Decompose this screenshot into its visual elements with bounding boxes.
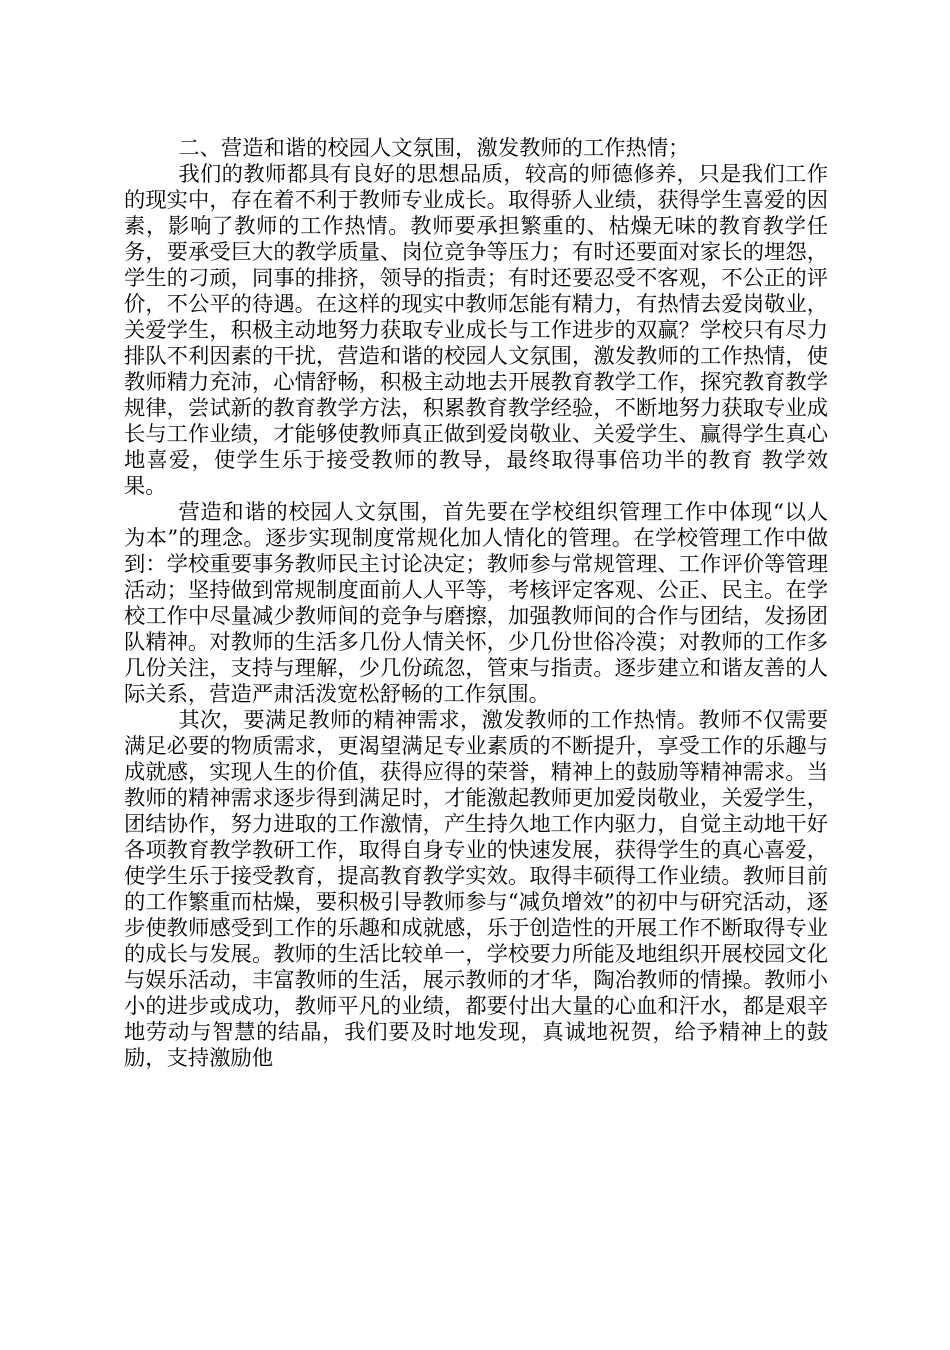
paragraph-3: 其次，要满足教师的精神需求，激发教师的工作热情。教师不仅需要满足必要的物质需求，更渴望满足专业素质的不断提升，享受工作的乐趣与成就感，实现人生的价值，获得应得的荣誉，精神上的鼓励等精神需求。当教师的精神需求逐步得到满足时，才能激起教师更加爱岗敬业，关爱学生，团结协作，努力进取的工作激情，产生持久地工作内驱力，自觉主动地干好各项教育教学教研工作，取得自身专业的快速发展，获得学生的真心喜爱，使学生乐于接受教育，提高教育教学实效。取得丰硕得工作业绩。教师目前的工作繁重而枯燥，要积极引导教师参与“减负增效”的初中与研究活动，逐步使教师感受到工作的乐趣和成就感，乐于创造性的开展工作不断取得专业的成长与发展。教师的生活比较单一，学校要力所能及地组织开展校园文化与娱乐活动，丰富教师的生活，展示教师的才华，陶冶教师的情操。教师小小的进步或成功，教师平凡的业绩，都要付出大量的心血和汗水，都是艰辛地劳动与智慧的结晶，我们要及时地发现，真诚地祝贺，给予精神上的鼓励，支持激励他 [124, 708, 828, 1071]
paragraph-1: 我们的教师都具有良好的思想品质，较高的师德修养，只是我们工作的现实中，存在着不利于教师专业成长。取得骄人业绩，获得学生喜爱的因素，影响了教师的工作热情。教师要承担繁重的、枯燥无味的教育教学任务，要承受巨大的教学质量、岗位竞争等压力；有时还要面对家长的埋怨，学生的刁顽，同事的排挤，领导的指责；有时还要忍受不客观，不公正的评价，不公平的待遇。在这样的现实中教师怎能有精力，有热情去爱岗敬业，关爱学生，积极主动地努力获取专业成长与工作进步的双赢？学校只有尽力排队不利因素的干扰，营造和谐的校园人文氛围，激发教师的工作热情，使教师精力充沛，心情舒畅，积极主动地去开展教育教学工作，探究教育教学规律，尝试新的教育教学方法，积累教育教学经验，不断地努力获取专业成长与工作业绩，才能够使教师真正做到爱岗敬业、关爱学生、赢得学生真心地喜爱，使学生乐于接受教师的教导，最终取得事倍功半的教育 教学效果。 [124, 162, 828, 499]
document-body [124, 136, 828, 1072]
paragraph-2: 营造和谐的校园人文氛围，首先要在学校组织管理工作中体现“以人为本”的理念。逐步实现制度常规化加人情化的管理。在学校管理工作中做到：学校重要事务教师民主讨论决定；教师参与常规管理、工作评价等管理活动；坚持做到常规制度面前人人平等，考核评定客观、公正、民主。在学校工作中尽量减少教师间的竞争与磨擦，加强教师间的合作与团结，发扬团队精神。对教师的生活多几份人情关怀，少几份世俗冷漠；对教师的工作多几份关注，支持与理解，少几份疏忽，管束与指责。逐步建立和谐友善的人际关系，营造严肃活泼宽松舒畅的工作氛围。 [124, 500, 828, 707]
section-heading: 二、营造和谐的校园人文氛围，激发教师的工作热情； [178, 136, 690, 161]
